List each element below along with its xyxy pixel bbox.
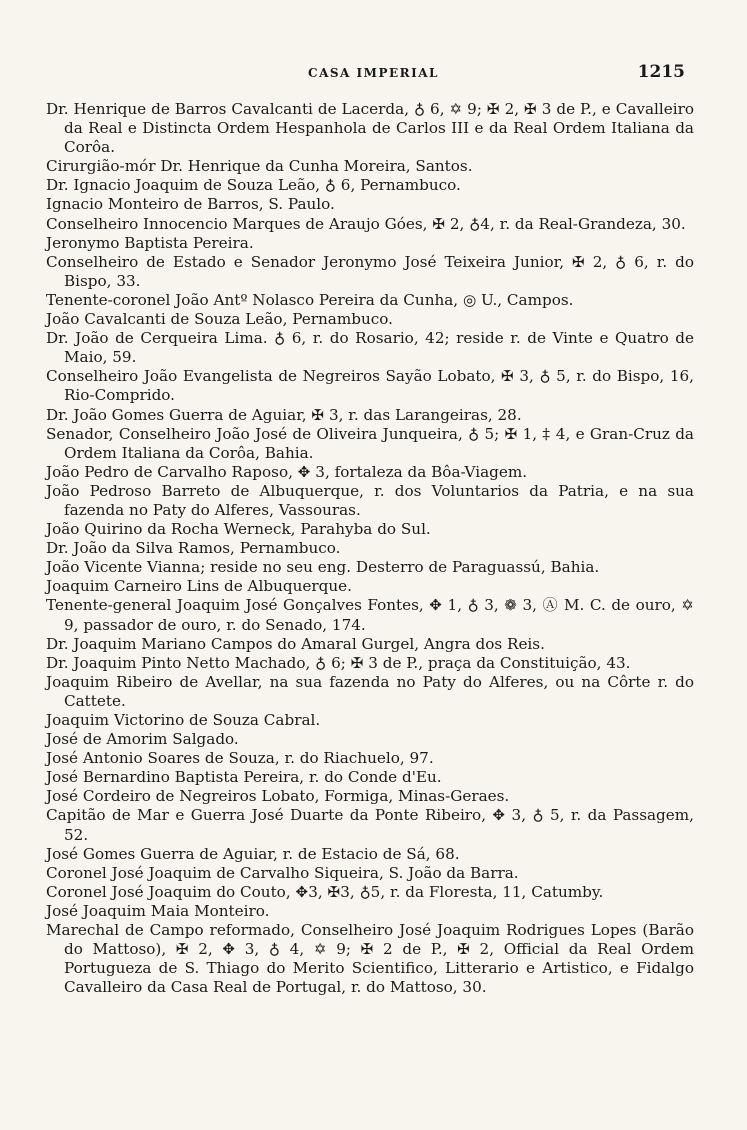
list-item: José Cordeiro de Negreiros Lobato, Formiga, Minas-Geraes. [46,787,510,806]
list-item: Dr. João de Cerqueira Lima. ♁ 6, r. do Rosario, 42; reside r. de Vinte e Quatro de Maio, 59. [46,329,694,367]
list-item: José Gomes Guerra de Aguiar, r. de Estacio de Sá, 68. [46,844,460,863]
list-item: Senador, Conselheiro João José de Oliveira Junqueira, ♁ 5; ✠ 1, ‡ 4, e Gran-Cruz da Ordem Italiana da Corôa, Bahia. [46,424,694,462]
entry-list [46,100,694,997]
list-item: João Pedroso Barreto de Albuquerque, r. dos Voluntarios da Patria, e na sua fazenda no Paty do Alferes, Vassouras. [46,481,694,519]
list-item: Joaquim Ribeiro de Avellar, na sua fazenda no Paty do Alferes, ou na Côrte r. do Cattete. [46,672,694,710]
running-title: CASA IMPERIAL [308,66,439,80]
list-item: Jeronymo Baptista Pereira. [46,233,254,252]
list-item: Conselheiro de Estado e Senador Jeronymo José Teixeira Junior, ✠ 2, ♁ 6, r. do Bispo, 33. [46,252,694,290]
list-item: Cirurgião-mór Dr. Henrique da Cunha Moreira, Santos. [46,157,473,176]
list-item: Capitão de Mar e Guerra José Duarte da Ponte Ribeiro, ✥ 3, ♁ 5, r. da Passagem, 52. [46,806,694,844]
list-item: João Quirino da Rocha Werneck, Parahyba do Sul. [46,520,431,539]
list-item: Joaquim Carneiro Lins de Albuquerque. [46,577,352,596]
page-header [0,62,747,86]
list-item: Joaquim Victorino de Souza Cabral. [46,711,321,729]
list-item: João Pedro de Carvalho Raposo, ✥ 3, fortaleza da Bôa-Viagem. [46,462,528,481]
list-item: Coronel José Joaquim do Couto, ✥3, ✠3, ♁5, r. da Floresta, 11, Catumby. [46,882,604,901]
list-item: Dr. Joaquim Pinto Netto Machado, ♁ 6; ✠ 3 de P., praça da Constituição, 43. [46,653,631,672]
list-item: José Bernardino Baptista Pereira, r. do Conde d'Eu. [46,768,442,787]
list-item: Dr. Henrique de Barros Cavalcanti de Lacerda, ♁ 6, ✡ 9; ✠ 2, ✠ 3 de P., e Cavalleiro da Real e Distincta Ordem Hespanhola de Carlos III e da Real Ordem Italiana da Corôa. [46,100,694,157]
list-item: Ignacio Monteiro de Barros, S. Paulo. [46,195,335,214]
list-item: José Joaquim Maia Monteiro. [46,901,270,920]
page-number: 1215 [637,62,685,82]
list-item: Coronel José Joaquim de Carvalho Siqueira, S. João da Barra. [46,863,519,882]
list-item: Tenente-coronel João Antº Nolasco Pereira da Cunha, ◎ U., Campos. [46,290,574,309]
list-item: José de Amorim Salgado. [46,730,239,749]
list-item: Dr. Joaquim Mariano Campos do Amaral Gurgel, Angra dos Reis. [46,634,545,653]
list-item: João Vicente Vianna; reside no seu eng. Desterro de Paraguassú, Bahia. [46,558,600,577]
list-item: João Cavalcanti de Souza Leão, Pernambuco. [46,310,393,329]
list-item: Dr. João da Silva Ramos, Pernambuco. [46,539,341,558]
list-item: Marechal de Campo reformado, Conselheiro José Joaquim Rodrigues Lopes (Barão do Mattoso), ✠ 2, ✥ 3, ♁ 4, ✡ 9; ✠ 2 de P., ✠ 2, Official da Real Ordem Portugueza de S. Thiago do Merito Scientifico, Litterario e Artistico, e Fidalgo Cavalleiro da Casa Real de Portugal, r. do Mattoso, 30. [46,921,694,997]
list-item: José Antonio Soares de Souza, r. do Riachuelo, 97. [46,749,434,768]
list-item: Conselheiro João Evangelista de Negreiros Sayão Lobato, ✠ 3, ♁ 5, r. do Bispo, 16, Rio-Comprido. [46,367,694,405]
list-item: Dr. João Gomes Guerra de Aguiar, ✠ 3, r. das Larangeiras, 28. [46,405,522,424]
list-item: Dr. Ignacio Joaquim de Souza Leão, ♁ 6, Pernambuco. [46,176,461,195]
list-item: Tenente-general Joaquim José Gonçalves Fontes, ✥ 1, ♁ 3, ❁ 3, Ⓐ M. C. de ouro, ✡ 9, passador de ouro, r. do Senado, 174. [46,596,694,634]
list-item: Conselheiro Innocencio Marques de Araujo Góes, ✠ 2, ♁4, r. da Real-Grandeza, 30. [46,214,686,233]
